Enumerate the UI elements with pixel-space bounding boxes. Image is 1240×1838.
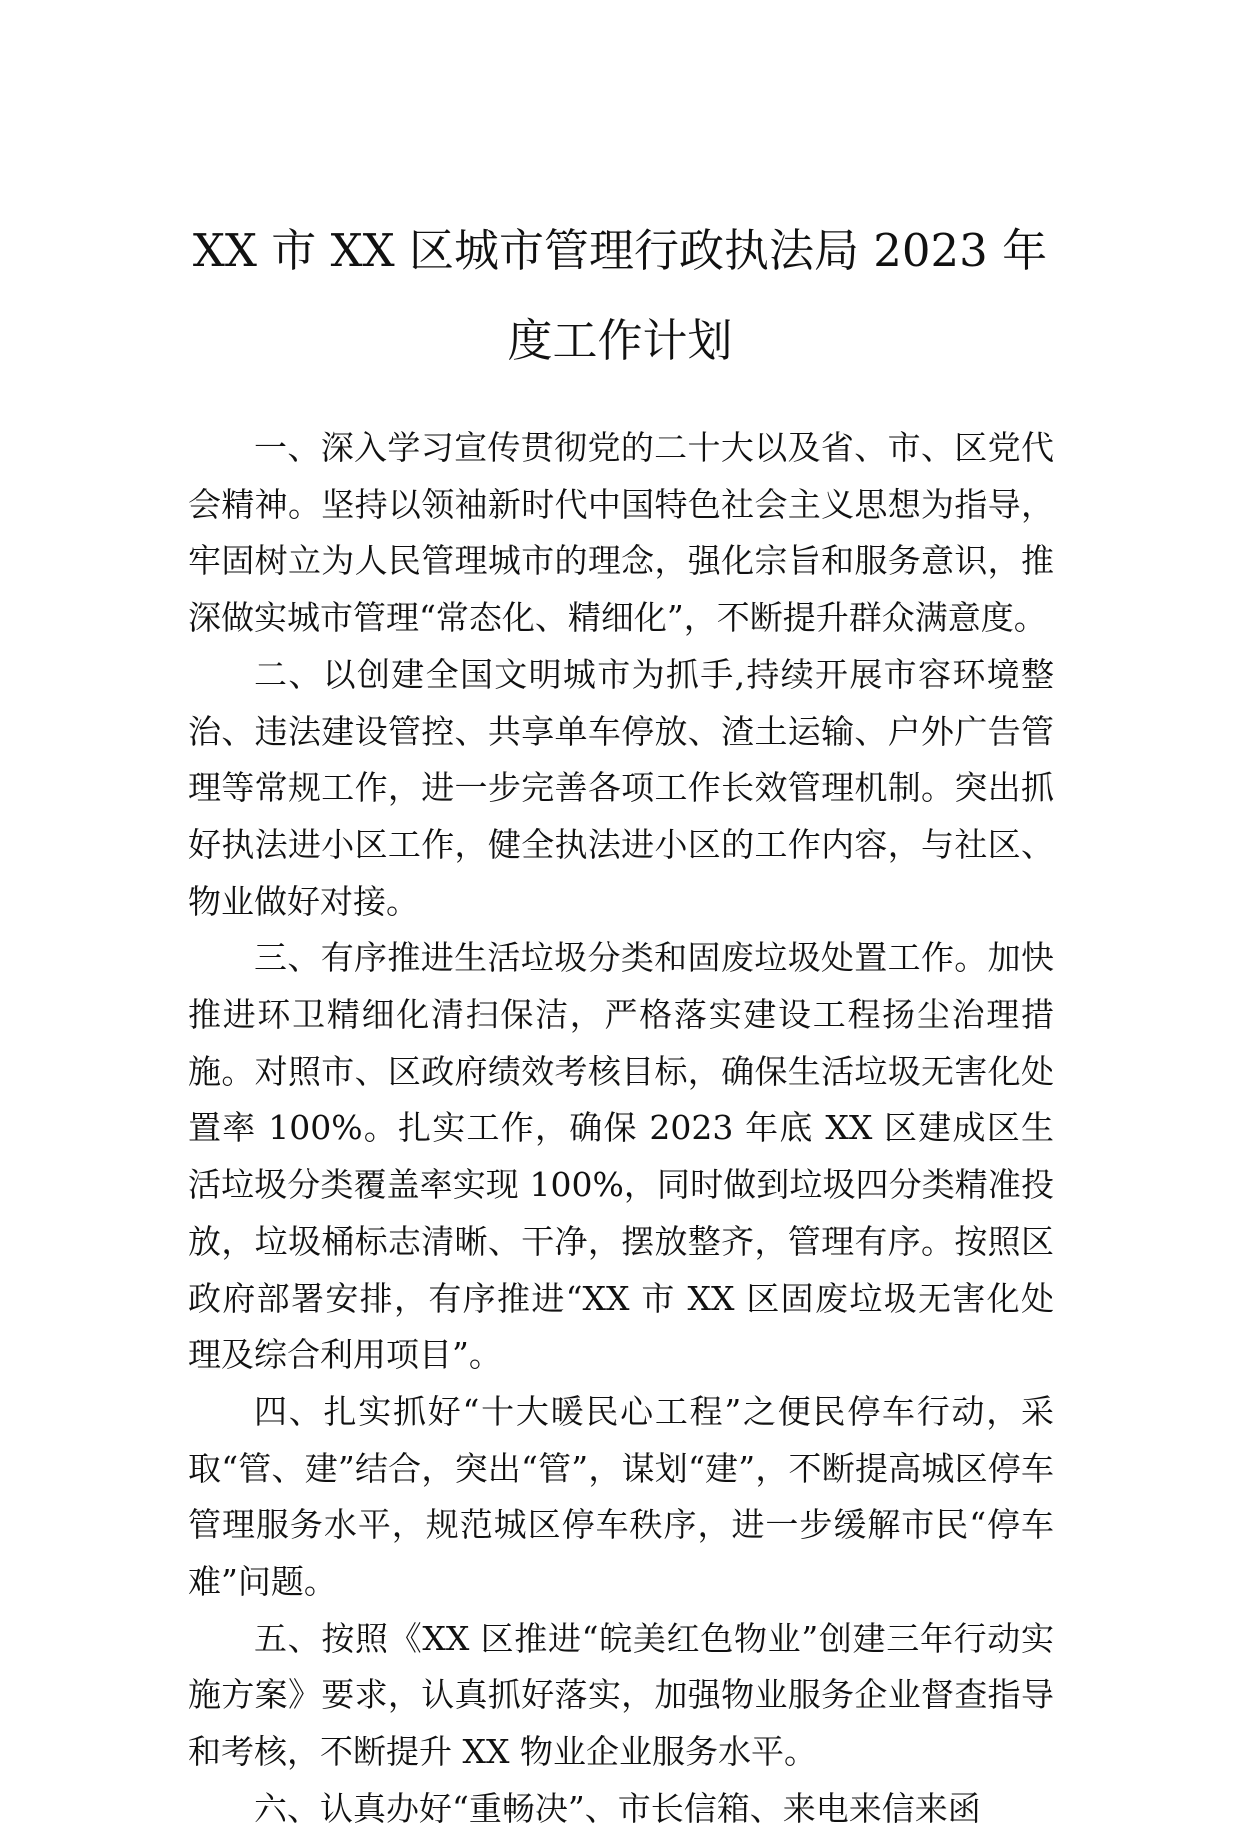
title-line-2: 度工作计划 <box>507 314 733 367</box>
title-line-1: XX 市 XX 区城市管理行政执法局 2023 年 <box>192 224 1048 277</box>
paragraph-6: 六、认真办好“重畅决”、市长信箱、来电来信来函 <box>254 1788 981 1828</box>
document-body <box>188 420 1054 1838</box>
document-title <box>150 206 1090 386</box>
paragraph-2: 二、以创建全国文明城市为抓手,持续开展市容环境整治、违法建设管控、共享单车停放、渣土运输、户外广告管理等常规工作，进一步完善各项工作长效管理机制。突出抓好执法进小区工作，健全执法进小区的工作内容，与社区、物业做好对接。 <box>188 654 1054 921</box>
paragraph-4: 四、扎实抓好“十大暖民心工程”之便民停车行动，采取“管、建”结合，突出“管”，谋划“建”，不断提高城区停车管理服务水平，规范城区停车秩序，进一步缓解市民“停车难”问题。 <box>188 1391 1054 1602</box>
paragraph-3: 三、有序推进生活垃圾分类和固废垃圾处置工作。加快推进环卫精细化清扫保洁，严格落实建设工程扬尘治理措施。对照市、区政府绩效考核目标，确保生活垃圾无害化处置率 100%。扎实工作，确保 2023 年底 XX 区建成区生活垃圾分类覆盖率实现 100%，同时做到垃圾四分类精准投放，垃圾桶标志清晰、干净，摆放整齐，管理有序。按照区政府部署安排，有序推进“XX 市 XX 区固废垃圾无害化处理及综合利用项目”。 <box>188 938 1054 1375</box>
paragraph-5: 五、按照《XX 区推进“皖美红色物业”创建三年行动实施方案》要求，认真抓好落实，加强物业服务企业督查指导和考核，不断提升 XX 物业企业服务水平。 <box>188 1618 1054 1772</box>
paragraph-1: 一、深入学习宣传贯彻党的二十大以及省、市、区党代会精神。坚持以领袖新时代中国特色社会主义思想为指导，牢固树立为人民管理城市的理念，强化宗旨和服务意识，推深做实城市管理“常态化、精细化”，不断提升群众满意度。 <box>188 428 1054 638</box>
